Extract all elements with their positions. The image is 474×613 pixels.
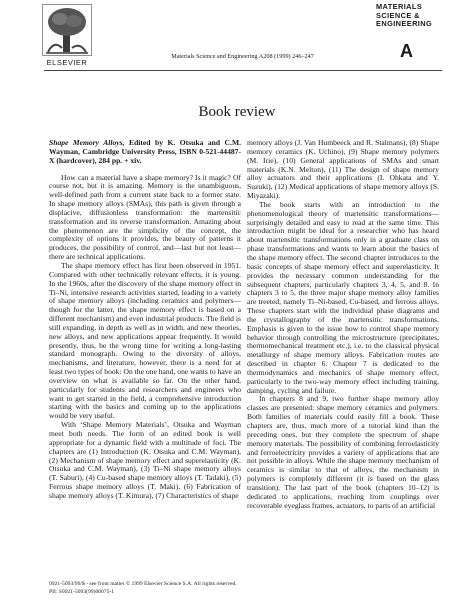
book-title: Shape Memory Alloys, (49, 138, 125, 147)
paragraph: memory alloys (J. Van Humbeeck and R. Stalmans), (8) Shape memory ceramics (K. Uchino), (9) Shape memory polymers (M. Irie), (10) General applications of SMAs and smart materials (K.N. Melton), (11) The design of shape memory alloy actuators and their applications (I. Ohkata and Y. Suzuki), (12) Medical applications of shape memory alloys (S. Miyazaki). (247, 138, 439, 201)
article-title: Book review (198, 104, 276, 120)
page-footer (49, 580, 439, 596)
copyright-line: 0921-5093/99/$ - see front matter © 1999 Elsevier Science S.A. All rights reserved. (49, 581, 237, 587)
elsevier-tree-icon (42, 4, 92, 56)
header-divider (44, 70, 442, 71)
journal-logo-line: MATERIALS (376, 2, 423, 11)
journal-logo (376, 3, 442, 69)
pii-line: PII: S0921-5093(99)00075-1 (49, 589, 115, 595)
paragraph: With ‘Shape Memory Materials’, Otsuka and Wayman meet both needs. The form of an edited book is well appropriate for a dynamic field with a multitude of foci. The chapters are (1) Introduction (K. Otsuka and C.M. Wayman), (2) Mechanism of shape memory effect and superelasticity (K. Otsuka and C.M. Wayman), (3) Ti–Ni shape memory alloys (T. Saburi), (4) Cu-based shape memory alloys (T. Tadaki), (5) Ferrous shape memory alloys (T. Maki), (6) Fabrication of shape memory alloys (T. Kimura), (7) Characteristics of shape (49, 420, 241, 500)
paragraph: The shape memory effect has first been observed in 1951. Compared with other technically relevant effects, it is young. In the 1960s, after the discovery of the shape memory effect in Ti–Ni, intensive research activities started, leading to a variety of shape memory alloys (including ceramics and polymers—though for the latter, the shape memory effect is based on a different mechanism) and even industrial products. The field is still expanding, in depth as well as in width, and new theories, new alloys, and new applications appear frequently. It would presently, thus, be the wrong time for writing a long-lasting standard monograph. Owing to the diversity of alloys, mechanisms, and literature, however, there is a need for at least two types of book: On the one hand, one wants to have an overview on what is available so far. On the other hand, particularly for students and researchers and engineers who want to get started in the field, a comprehensive introduction starting with the basics and coming up to the applications would be very useful. (49, 260, 241, 421)
journal-logo-line: ENGINEERING (376, 19, 433, 29)
paragraph: The book starts with an introduction to the phenomenological theory of martensitic transformations—surprisingly detailed and easy to read at the same time. This introduction might be ideal for a researcher who has heard about martensitic transformations only in a graduate class on phase transformations and wants to learn about the basics of the shape memory effect. The second chapter introduces to the basic concepts of shape memory effect and superelasticity. It provides the necessary common understanding for the subsequent chapters, particularly chapters 3, 4, 5, and 8. In chapters 3 to 5, the three major shape memory alloy families are treeted, namely Ti–Ni-based, Cu-based, and ferrous alloys. These chapters start with the individual phase diagrams and the crystallography of the martensitic transformations. Emphasis is given to the issue how to control shape memory behavior through controlling the microstructure (precipitates, thermomechanical treatment etc.), i.e. to the classical physical metallurgy of shape memory alloys. Fabrication routes are described in chapter 6. Chapter 7 is dedicated to the thermodynamics and mechanics of shape memory effect, particularly to the two-way memory effect including training, damping, cycling and failure. (247, 199, 439, 395)
right-column (247, 139, 439, 510)
elsevier-logo (42, 4, 92, 70)
book-details: Edited by K. Otsuka and C.M. Wayman, Cambridge University Press, ISBN 0-521-44487-X (hardcover), 284 pp. + xiv. (49, 138, 242, 165)
journal-citation: Materials Science and Engineering A208 (1999) 246–247 (171, 53, 314, 60)
paragraph: In chapters 8 and 9, two further shape memory alloy classes are presented: shape memory ceramics and polymers. Both families of materials could easily fill a book. These chapters are, thus, much more of a tutorial kind than the preceding ones, but they complete the spectrum of shape memory materials. The possibility of combining ferroelasticity and ferroelectricity provides a variety of applications that are not possible in alloys. While the shape memory mechanism of ceramics is similar to that of alloys, the mechanism in polymers is completely different (it is based on the glass transition). The last part of the book (chapters 10–12) is dedicated to applications, reaching from couplings over recoverable eyeglass frames, actuators, to parts of an artificial (247, 394, 439, 510)
left-column (49, 139, 241, 501)
journal-logo-line: SCIENCE & (376, 10, 420, 20)
paragraph: How can a material have a shape memory? Is it magic? Of course not, but it is amazing. Memory is the unambiguous, well-defined path from a current state back to a former state. In shape memory alloys (SMAs), this path is given through a displacive, diffusionless transformation: the martensitic transformation and its reverse transformation. Amazing about the phenomenon are the simplicity of the concept, the complexity of options it provides, the beauty of patterns it produces, the possibility of control, and—last but not least—there are technical applications. (49, 172, 241, 262)
bibliographic-entry (49, 139, 241, 166)
publisher-name: ELSEVIER (46, 58, 88, 67)
journal-logo-letter: A (400, 41, 413, 61)
